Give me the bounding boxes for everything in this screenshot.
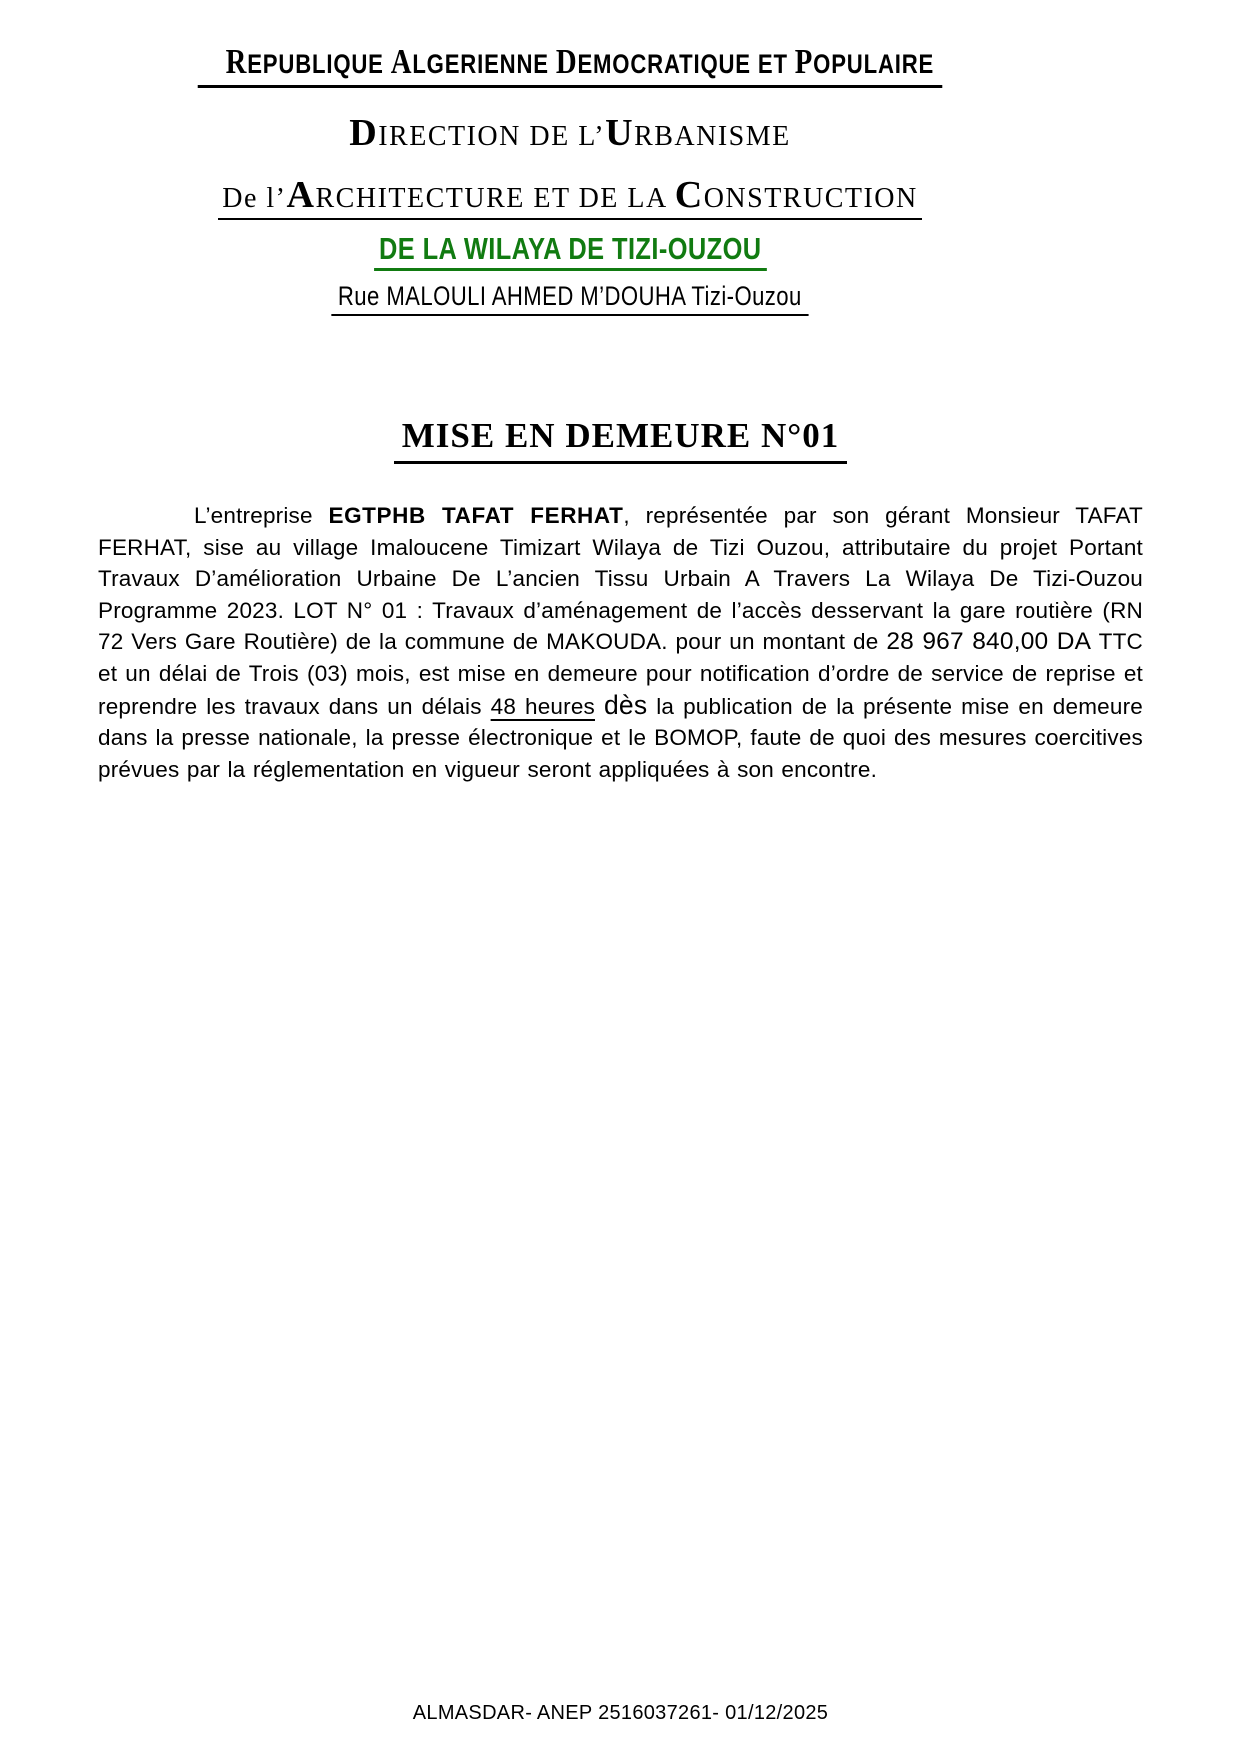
document-header bbox=[0, 0, 1140, 316]
footer-credit: ALMASDAR- ANEP 2516037261- 01/12/2025 bbox=[412, 1702, 829, 1724]
header-line-republic: REPUBLIQUE ALGERIENNE DEMOCRATIQUE ET POPULAIRE bbox=[198, 44, 943, 88]
header-row-direction bbox=[0, 114, 1140, 154]
body-paragraph: L’entreprise EGTPHB TAFAT FERHAT, représentée par son gérant Monsieur TAFAT FERHAT, sise au village Imaloucene Timizart Wilaya de Tizi Ouzou, attributaire du projet Portant Travaux D’amélioration Urbaine De L’ancien Tissu Urbain A Travers La Wilaya De Tizi-Ouzou Programme 2023. LOT N° 01 : Travaux d’aménagement de l’accès desservant la gare routière (RN 72 Vers Gare Routière) de la commune de MAKOUDA. pour un montant de 28 967 840,00 DA TTC et un délai de Trois (03) mois, est mise en demeure pour notification d’ordre de service de reprise et reprendre les travaux dans un délais 48 heures dès la publication de la présente mise en demeure dans la presse nationale, la presse électronique et le BOMOP, faute de quoi des mesures coercitives prévues par la réglementation en vigueur seront appliquées à son encontre. bbox=[98, 503, 1144, 782]
header-row-architecture bbox=[0, 176, 1140, 216]
header-line-direction-urbanisme: DIRECTION DE L’URBANISME bbox=[349, 112, 791, 154]
header-line-architecture-construction: De l’ARCHITECTURE ET DE LA CONSTRUCTION bbox=[218, 183, 922, 220]
header-row-address bbox=[0, 281, 1140, 316]
page-title: MISE EN DEMEURE N°01 bbox=[394, 416, 848, 464]
header-row-republic bbox=[0, 44, 1140, 88]
header-line-address: Rue MALOULI AHMED M’DOUHA Tizi-Ouzou bbox=[332, 281, 809, 316]
header-row-wilaya bbox=[0, 232, 1140, 271]
header-line-wilaya-tizi-ouzou: DE LA WILAYA DE TIZI-OUZOU bbox=[374, 232, 766, 271]
title-row bbox=[0, 416, 1241, 464]
